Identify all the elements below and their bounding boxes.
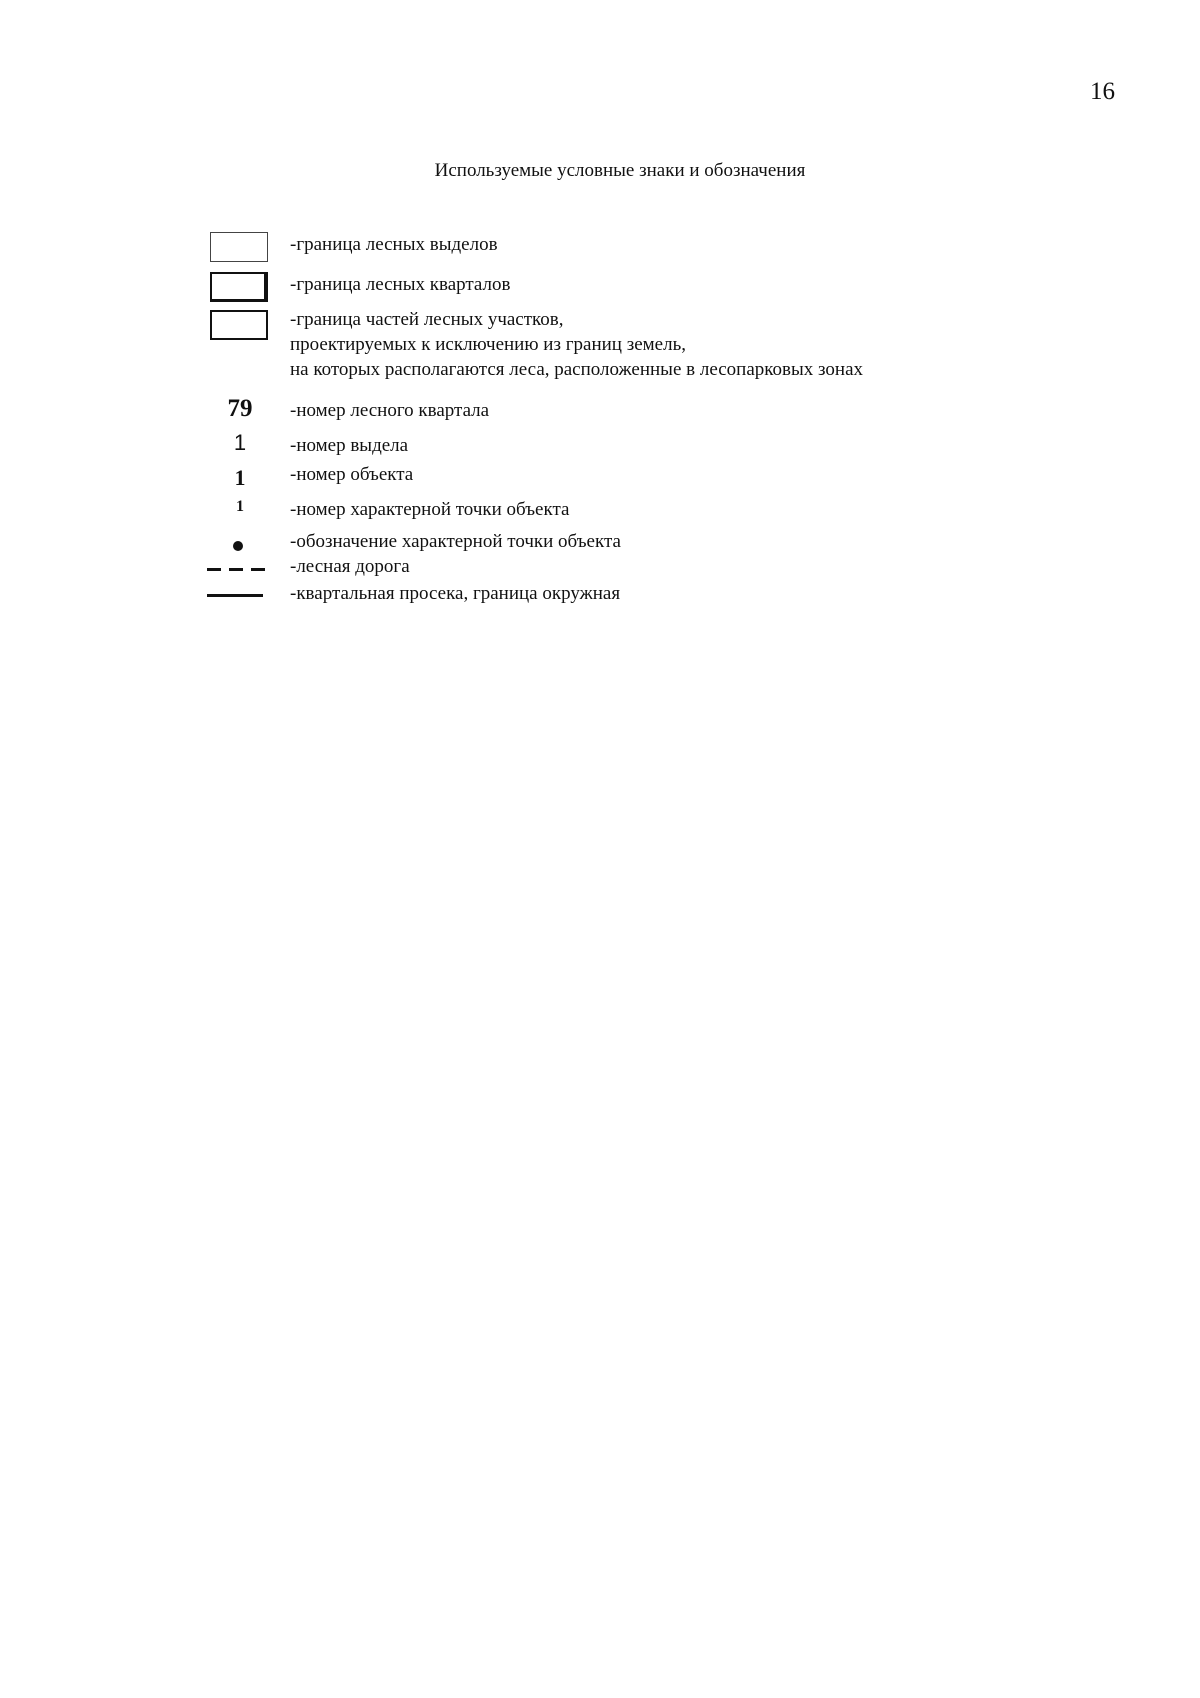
filled-dot-symbol bbox=[233, 541, 243, 551]
stand-number-symbol: 1 bbox=[233, 430, 247, 455]
page-title: Используемые условные знаки и обозначения bbox=[434, 160, 806, 181]
legend-label-line: на которых располагаются леса, расположенные в лесопарковых зонах bbox=[290, 359, 864, 380]
dashed-line-symbol bbox=[207, 568, 267, 571]
quarter-number-symbol: 79 bbox=[227, 395, 253, 422]
thin-box-symbol bbox=[210, 232, 268, 262]
legend-label-line: -граница частей лесных участков, bbox=[290, 309, 564, 330]
legend-label: -номер объекта bbox=[290, 464, 414, 485]
legend-label: -квартальная просека, граница окружная bbox=[290, 583, 621, 604]
legend-label-line: проектируемых к исключению из границ земель, bbox=[290, 334, 686, 355]
legend-label: -граница лесных выделов bbox=[290, 234, 498, 255]
legend-label: -номер лесного квартала bbox=[290, 400, 490, 421]
legend-label: -лесная дорога bbox=[290, 556, 410, 577]
legend-label: -номер выдела bbox=[290, 435, 409, 456]
legend-label bbox=[290, 307, 863, 382]
solid-line-symbol bbox=[207, 594, 263, 597]
legend-label: -обозначение характерной точки объекта bbox=[290, 531, 621, 552]
medium-box-symbol bbox=[210, 310, 268, 340]
point-number-symbol: 1 bbox=[236, 498, 244, 515]
legend-label: -номер характерной точки объекта bbox=[290, 499, 570, 520]
object-number-symbol: 1 bbox=[234, 465, 246, 490]
page-number: 16 bbox=[1090, 78, 1115, 105]
thick-box-symbol bbox=[210, 272, 268, 302]
legend-label: -граница лесных кварталов bbox=[290, 274, 511, 295]
